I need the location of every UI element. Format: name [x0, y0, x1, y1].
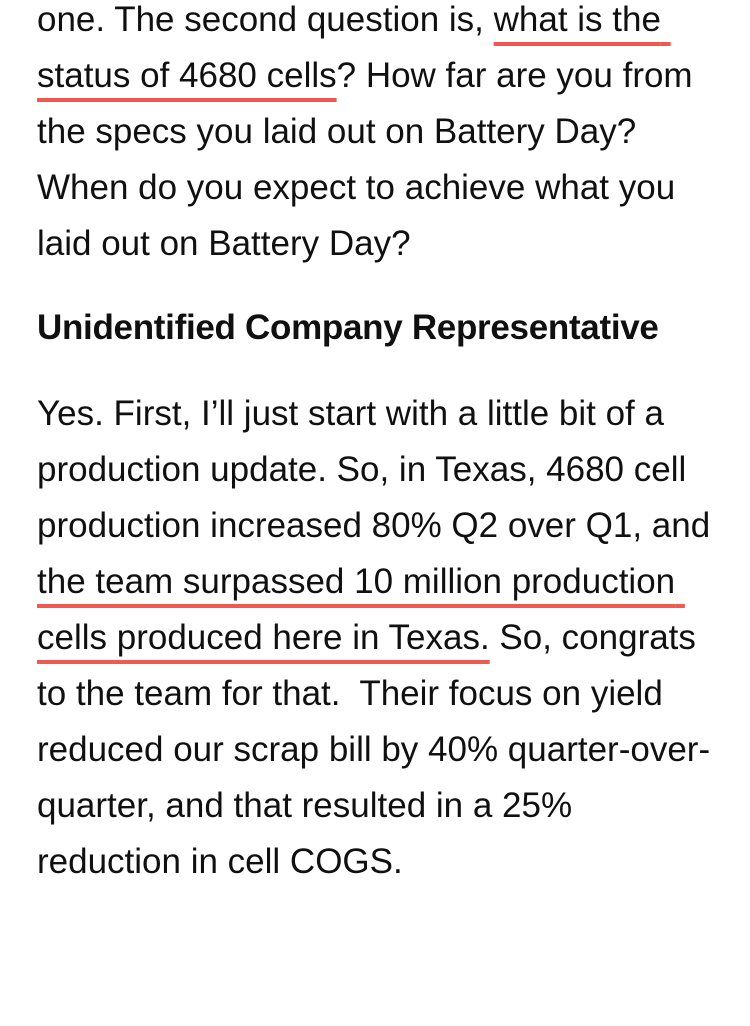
text-run: one. The second question is, — [37, 0, 494, 39]
text-run: Yes. First, I’ll just start with a little bit of a production update. So, in Texas, 4680 cell production increased 80% Q2 over Q1, and — [37, 394, 720, 545]
text-run: So, congrats to the team for that. Their focus on yield reduced our scrap bill by 40% quarter-over-quarter, and that resulted in a 25% reduction in cell COGS. — [37, 618, 711, 881]
highlighted-phrase[interactable]: the team surpassed 10 million production cells produced here in Texas. — [37, 562, 685, 657]
highlighted-phrase[interactable]: what is the status of 4680 cells — [37, 0, 671, 95]
text-run: ? How far are you from the specs you laid out on Battery Day? When do you expect to achieve what you laid out on Battery Day? — [37, 56, 703, 263]
question-paragraph — [37, 0, 714, 272]
answer-paragraph — [37, 386, 720, 890]
speaker-heading: Unidentified Company Representative — [37, 308, 659, 347]
